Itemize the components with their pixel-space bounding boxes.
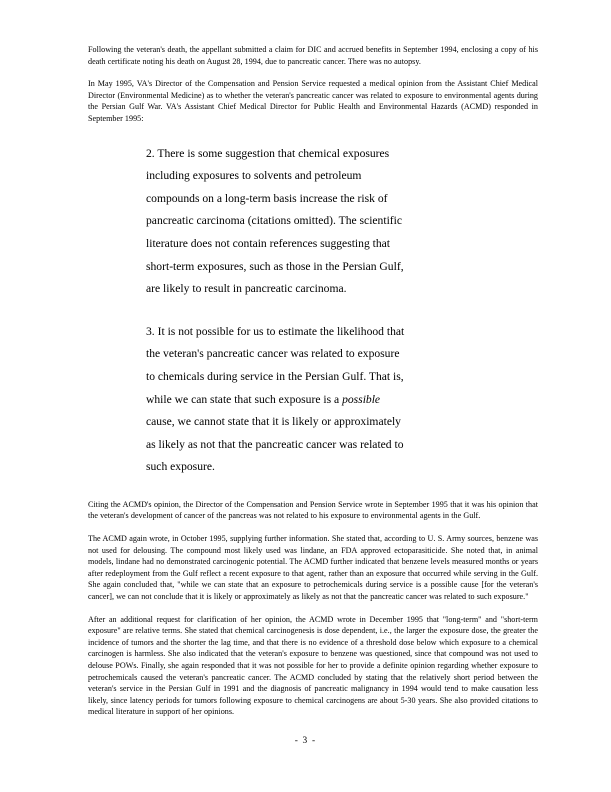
blockquote-item-3-line-1: 3. It is not possible for us to estimate the likelihood that xyxy=(146,324,405,338)
blockquote-item-2-line-1: 2. There is some suggestion that chemical exposures xyxy=(146,146,390,160)
blockquote-acmd-item-2 xyxy=(88,143,538,301)
paragraph-may-1995-opinion-request: In May 1995, VA's Director of the Compensation and Pension Service requested a medical opinion from the Assistant Chief Medical Director (Environmental Medicine) as to whether the veteran's pancreatic cancer was related to exposure to environmental agents during the Persian Gulf War. VA's Assistant Chief Medical Director for Public Health and Environmental Hazards (ACMD) responded in September 1995: xyxy=(88,79,538,123)
blockquote-item-2-line-4: pancreatic carcinoma (citations omitted). The scientific xyxy=(146,214,403,228)
blockquote-item-3-line-4: while we can state that such exposure is a possible xyxy=(146,392,381,406)
blockquote-item-2-line-7: are likely to result in pancreatic carcinoma. xyxy=(146,282,347,296)
blockquote-item-3-line-2: the veteran's pancreatic cancer was related to exposure xyxy=(146,347,400,361)
blockquote-item-2-line-5: literature does not contain references suggesting that xyxy=(146,236,391,250)
blockquote-item-2-line-6: short-term exposures, such as those in the Persian Gulf, xyxy=(146,259,404,273)
blockquote-item-3-line-5: cause, we cannot state that it is likely or approximately xyxy=(146,415,401,429)
paragraph-dic-claim: Following the veteran's death, the appellant submitted a claim for DIC and accrued benefits in September 1994, enclosing a copy of his death certificate noting his death on August 28, 1994, due to pancreatic cancer. There was no autopsy. xyxy=(88,45,538,66)
paragraph-acmd-october-1995: The ACMD again wrote, in October 1995, supplying further information. She stated that, according to U. S. Army sources, benzene was not used for delousing. The compound most likely used was lindane, an FDA approved ectoparasiticide. She noted that, in animal models, lindane had no demonstrated carcinogenic potential. The ACMD further indicated that benzene levels measured months or years after redeployment from the Gulf reflect a recent exposure to that agent, rather than an exposure that occurred while serving in the Gulf. She again concluded that, "while we can state that an exposure to petrochemicals during service is a possible cause [for the veteran's cancer], we can not conclude that it is likely or approximately as likely as not that the pancreatic cancer was related to such exposure." xyxy=(88,534,538,602)
page-footer xyxy=(0,736,611,746)
page-number: - 3 - xyxy=(294,736,317,746)
paragraph-acmd-december-1995: After an additional request for clarification of her opinion, the ACMD wrote in December 1995 that "long-term" and "short-term exposure" are relative terms. She stated that chemical carcinogenesis is dose dependent, i.e., the larger the exposure dose, the greater the incidence of tumors and the shorter the lag time, and that there is no evidence of a threshold dose below which exposure to a chemical carcinogen is harmless. She also indicated that the veteran's exposure to benzene was questioned, since that compound was not used to delouse POWs. Finally, she again responded that it was not possible for her to provide a definite opinion regarding whether exposure to petrochemicals caused the veteran's pancreatic cancer. The ACMD concluded by stating that the relatively short period between the veteran's service in the Persian Gulf in 1991 and the diagnosis of pancreatic malignancy in 1994 would tend to make causation less likely, since latency periods for tumors following exposure to chemical carcinogens are about 5-30 years. She also provided citations to medical literature in support of her opinions. xyxy=(88,614,538,717)
paragraph-citing-acmd: Citing the ACMD's opinion, the Director of the Compensation and Pension Service wrote in September 1995 that it was his opinion that the veteran's development of cancer of the pancreas was not related to his exposure to environmental agents in the Gulf. xyxy=(88,499,538,521)
blockquote-item-3-line-6: as likely as not that the pancreatic cancer was related to xyxy=(146,437,404,451)
blockquote-item-3-line-7: such exposure. xyxy=(146,460,215,474)
blockquote-acmd-item-3 xyxy=(88,321,538,479)
blockquote-item-2-line-3: compounds on a long-term basis increase the risk of xyxy=(146,191,388,205)
blockquote-item-2-line-2: including exposures to solvents and petroleum xyxy=(146,169,362,183)
blockquote-item-3-line-3: to chemicals during service in the Persian Gulf. That is, xyxy=(146,369,404,383)
document-body xyxy=(88,44,538,729)
quote-body-spacer xyxy=(88,479,538,499)
